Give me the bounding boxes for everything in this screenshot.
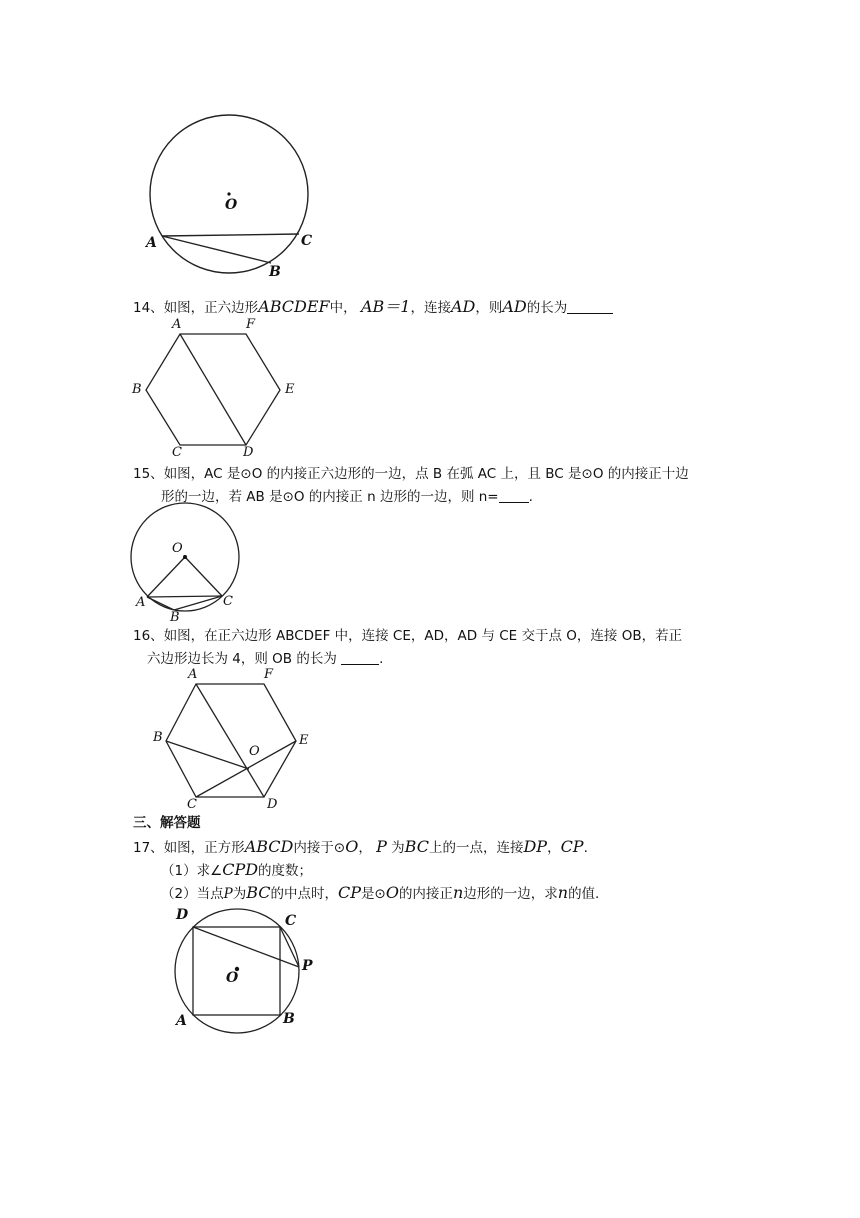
q17-s2-p: P xyxy=(223,886,233,902)
q16-line-1: 如图，在正六边形 ABCDEF 中，连接 CE，AD，AD 与 CE 交于点 O，连接 OB，若正 xyxy=(163,628,683,644)
q17-s2-bc: BC xyxy=(246,883,271,902)
q15-number: 15、 xyxy=(133,466,164,482)
q14-number: 14、 xyxy=(133,300,164,316)
q16-line-2b: . xyxy=(379,651,384,667)
q17-bc: BC xyxy=(404,837,429,856)
q15-label-a: A xyxy=(136,595,146,610)
q16-label-f: F xyxy=(264,667,274,682)
q17-text-6: ， xyxy=(547,840,561,856)
q17-s2-cp: CP xyxy=(337,883,361,902)
q17-s2-o: O xyxy=(385,883,399,902)
q17-text-1: 如图，正方形 xyxy=(163,840,245,856)
q17-s2-n: n xyxy=(452,883,464,902)
q17-abcd: ABCD xyxy=(244,837,294,856)
q17-s2-d: 是⊙ xyxy=(361,886,386,902)
q16-label-b: B xyxy=(153,730,163,745)
q17-label-d: D xyxy=(176,907,189,923)
q15-line-2a: 形的一边，若 AB 是⊙O 的内接正 n 边形的一边，则 n= xyxy=(161,489,499,505)
q17-s2-c: 的中点时， xyxy=(270,886,338,902)
q17-s2-b: 为 xyxy=(232,886,247,902)
q17-label-c: C xyxy=(285,913,297,929)
label-a: A xyxy=(146,235,157,251)
q16-label-o: O xyxy=(249,744,260,759)
q17-s2-g: 的值. xyxy=(568,886,600,902)
q14-hexagon-name: ABCDEF xyxy=(258,297,330,316)
q17-s1-a: （1）求∠ xyxy=(161,863,223,879)
q17-s2-f: 边形的一边，求 xyxy=(463,886,558,902)
q17-s1-cpd: CPD xyxy=(222,860,259,879)
q16-label-c: C xyxy=(187,797,197,812)
q17-s2-e: 的内接正 xyxy=(398,886,453,902)
q14-label-d: D xyxy=(243,445,254,460)
q14-text-5: 的长为 xyxy=(526,300,568,316)
q14-text-2: 中， xyxy=(329,300,357,316)
label-o: O xyxy=(225,197,238,213)
q17-label-p: P xyxy=(302,958,313,974)
section-title: 三、解答题 xyxy=(133,815,201,831)
q16-label-e: E xyxy=(299,733,309,748)
q14-ad: AD xyxy=(450,297,476,316)
q14-equation: AB＝1 xyxy=(360,297,411,316)
q14-label-e: E xyxy=(285,382,295,397)
q17-cp: CP xyxy=(560,837,584,856)
q17-s2-n2: n xyxy=(557,883,569,902)
q16-line-2a: 六边形边长为 4，则 OB 的长为 xyxy=(147,651,337,667)
q16-label-d: D xyxy=(267,797,278,812)
q17-s1-c: 的度数； xyxy=(258,863,313,879)
q14-label-b: B xyxy=(132,382,142,397)
q17-p: P xyxy=(376,837,387,856)
q15-label-o: O xyxy=(172,541,183,556)
label-c: C xyxy=(301,233,313,249)
q14-text-4: ，则 xyxy=(475,300,503,316)
q16-label-a: A xyxy=(188,667,198,682)
q17-text-5: 上的一点，连接 xyxy=(428,840,524,856)
q17-text-7: . xyxy=(583,840,588,856)
q17-s2-a: （2）当点 xyxy=(161,886,224,902)
q16-number: 16、 xyxy=(133,628,164,644)
q15-line-1: 如图，AC 是⊙O 的内接正六边形的一边，点 B 在弧 AC 上，且 BC 是⊙O 的内接正十边 xyxy=(163,466,689,482)
q17-text-2: 内接于⊙ xyxy=(293,840,346,856)
q14-label-a: A xyxy=(172,317,182,332)
label-b: B xyxy=(269,264,281,280)
q14-label-c: C xyxy=(172,445,182,460)
q14-text-3: ，连接 xyxy=(410,300,451,316)
q17-label-b: B xyxy=(283,1011,295,1027)
q17-label-a: A xyxy=(176,1013,187,1029)
q17-text-4: 为 xyxy=(391,840,405,856)
q17-o: O xyxy=(345,837,359,856)
q17-dp: DP xyxy=(523,837,548,856)
q14-label-f: F xyxy=(246,317,256,332)
q15-label-b: B xyxy=(170,610,180,625)
q15-line-2b: . xyxy=(528,489,533,505)
q14-text-1: 如图，正六边形 xyxy=(163,300,259,316)
q15-label-c: C xyxy=(223,594,233,609)
q17-number: 17、 xyxy=(133,840,164,856)
q17-text-3: ， xyxy=(358,840,372,856)
q17-label-o: O xyxy=(226,970,239,986)
q14-ad-2: AD xyxy=(502,297,527,316)
